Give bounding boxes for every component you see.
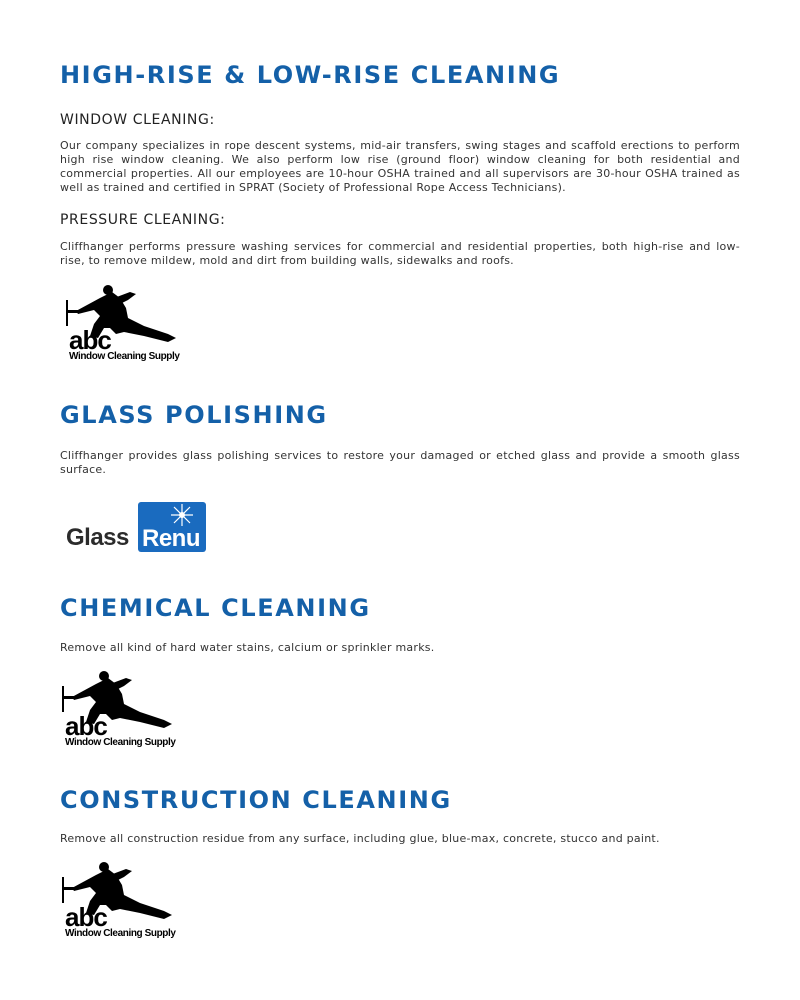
- abc-logo-subtitle: Window Cleaning Supply: [65, 737, 176, 748]
- chemical-cleaning-text: Remove all kind of hard water stains, calcium or sprinkler marks.: [60, 641, 435, 654]
- abc-logo-name: abc: [65, 902, 107, 932]
- window-cleaning-text: Our company specializes in rope descent systems, mid-air transfers, swing stages and scaffold erections to perform high rise window cleaning. We also perform low rise (ground floor) window cleaning for both residential and commercial properties. All our employees are 10-hour OSHA trained and all supervisors are 30-hour OSHA trained as well as trained and certified in SPRAT (Society of Professional Rope Access Technicians).: [60, 139, 740, 194]
- glass-polishing-text: Cliffhanger provides glass polishing services to restore your damaged or etched glass and provide a smooth glass surface.: [60, 449, 740, 476]
- construction-cleaning-text: Remove all construction residue from any surface, including glue, blue-max, concrete, stucco and paint.: [60, 832, 660, 845]
- abc-logo-subtitle: Window Cleaning Supply: [69, 351, 180, 362]
- pressure-cleaning-text: Cliffhanger performs pressure washing services for commercial and residential properties, both high-rise and low-rise, to remove mildew, mold and dirt from building walls, sidewalks and roofs.: [60, 240, 740, 267]
- glass-renu-word-renu: Renu: [142, 525, 200, 552]
- subheading-window-cleaning: WINDOW CLEANING:: [60, 112, 215, 128]
- abc-logo: [64, 284, 186, 368]
- section-title-chemical-cleaning: CHEMICAL CLEANING: [60, 594, 371, 622]
- glass-renu-box: [138, 502, 206, 552]
- section-title-high-rise: HIGH-RISE & LOW-RISE CLEANING: [60, 61, 561, 89]
- abc-logo: [60, 670, 182, 754]
- glass-renu-word-glass: Glass: [66, 524, 129, 551]
- abc-logo: [60, 861, 182, 945]
- abc-logo-name: abc: [69, 325, 111, 355]
- section-title-construction-cleaning: CONSTRUCTION CLEANING: [60, 786, 452, 814]
- section-title-glass-polishing: GLASS POLISHING: [60, 401, 328, 429]
- abc-logo-subtitle: Window Cleaning Supply: [65, 928, 176, 939]
- abc-logo-name: abc: [65, 711, 107, 741]
- subheading-pressure-cleaning: PRESSURE CLEANING:: [60, 212, 226, 228]
- glass-renu-logo: [66, 502, 208, 554]
